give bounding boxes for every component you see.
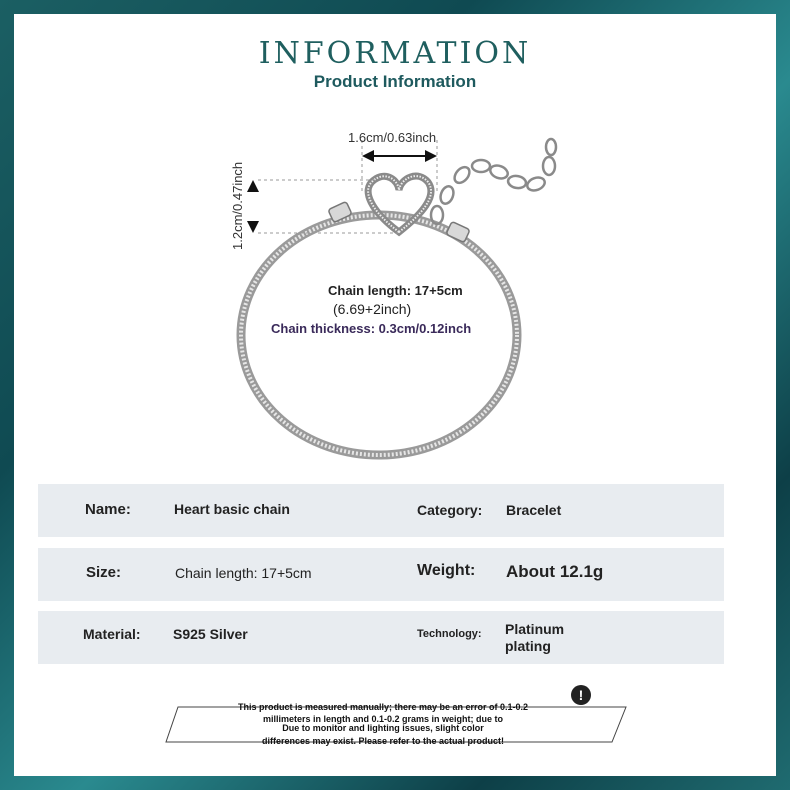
weight-value: About 12.1g	[506, 562, 604, 581]
category-value: Bracelet	[506, 502, 562, 518]
chain-length-spec: Chain length: 17+5cm	[328, 283, 463, 298]
name-value: Heart basic chain	[174, 501, 290, 517]
material-label: Material:	[83, 626, 141, 642]
measurement-note	[155, 691, 611, 727]
name-label: Name:	[85, 501, 131, 518]
category-label: Category:	[417, 502, 483, 518]
technology-value-line2: plating	[505, 638, 551, 654]
size-label: Size:	[86, 564, 122, 581]
technology-value-line1: Platinum	[505, 621, 565, 637]
note-line-2: millimeters in length and 0.1-0.2 grams in weight; due to	[262, 714, 504, 724]
weight-label: Weight:	[417, 562, 476, 579]
note-line-1: This product is measured manually; there may be an error of 0.1-0.2	[237, 702, 529, 712]
height-dimension-label: 1.2cm/0.47inch	[230, 161, 245, 250]
note-line-3: Due to monitor and lighting issues, slight color	[282, 723, 484, 733]
warning-icon: !	[571, 685, 591, 705]
note-line-4: differences may exist. Please refer to the actual product!	[261, 736, 505, 746]
material-value: S925 Silver	[173, 626, 248, 642]
size-value: Chain length: 17+5cm	[175, 565, 312, 581]
note-lower	[155, 723, 611, 745]
width-dimension-label: 1.6cm/0.63inch	[348, 130, 437, 145]
chain-thickness-spec: Chain thickness: 0.3cm/0.12inch	[271, 321, 472, 336]
page-title: INFORMATION	[258, 36, 532, 71]
technology-label: Technology:	[417, 628, 482, 640]
page-subtitle: Product Information	[313, 72, 477, 91]
chain-length-inch-spec: (6.69+2inch)	[333, 301, 412, 317]
